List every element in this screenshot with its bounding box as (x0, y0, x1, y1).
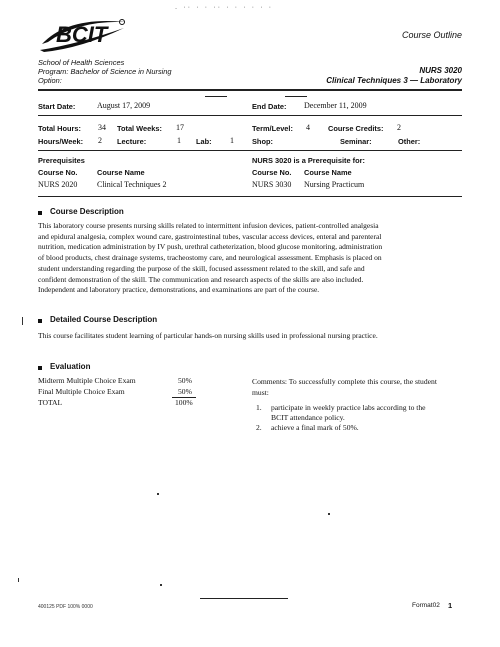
course-description-line: of blood products, chest drainage systems, tracheostomy care, and neurological assessment. Emphasis is placed on (38, 253, 382, 263)
other-label: Other: (398, 137, 421, 146)
scan-speck (328, 513, 330, 515)
end-date-value: December 11, 2009 (304, 101, 367, 110)
program-name: Program: Bachelor of Science in Nursing (38, 67, 172, 76)
evaluation-row-label: TOTAL (38, 398, 63, 407)
scan-speck (18, 578, 19, 582)
prereq-rule (38, 196, 462, 197)
page-number: 1 (448, 601, 453, 610)
evaluation-comments-cont: must: (252, 388, 269, 397)
header-rule-accent (205, 96, 227, 97)
start-date-value: August 17, 2009 (97, 101, 151, 110)
prereq-course-no: NURS 2020 (38, 180, 78, 189)
course-description-line: nutrition, medication administration by IV push, urethral catheterization, blood glucose monitoring, administration (38, 242, 383, 252)
prerequisites-heading: Prerequisites (38, 156, 85, 165)
scan-speck (160, 584, 162, 586)
shop-label: Shop: (252, 137, 273, 146)
section-bullet-icon (38, 366, 42, 370)
school-name: School of Health Sciences (38, 58, 125, 67)
evaluation-row-value: 100% (175, 398, 193, 407)
lecture-label: Lecture: (117, 137, 147, 146)
footer-rule (200, 598, 288, 599)
prereq-for-course-name: Nursing Practicum (304, 180, 365, 189)
course-description-line: Independent and laboratory practice, demonstrations, and examinations are part of the course. (38, 285, 320, 295)
course-title: Clinical Techniques 3 — Laboratory (326, 76, 462, 85)
lecture-value: 1 (177, 136, 181, 145)
evaluation-row-label: Midterm Multiple Choice Exam (38, 376, 136, 385)
prereq-for-col-course-no: Course No. (252, 168, 292, 177)
course-description-heading: Course Description (50, 207, 124, 216)
evaluation-item-number: 2. (256, 423, 262, 432)
scan-speck (157, 493, 159, 495)
evaluation-item-text: achieve a final mark of 50%. (271, 423, 359, 432)
header-rule (38, 89, 462, 91)
course-description-line: This laboratory course presents nursing skills related to intermittent infusion devices, patient-controlled analgesia (38, 221, 379, 230)
course-description-body (38, 221, 468, 296)
evaluation-comments: Comments: To successfully complete this course, the student (252, 377, 437, 386)
detailed-description-text: This course facilitates student learning of particular hands-on nursing skills used in professional nursing practice. (38, 331, 378, 340)
course-description-line: student understanding regarding the purpose of the skill, focused assessment related to the skill, and safe and (38, 263, 365, 273)
prereq-for-course-no: NURS 3030 (252, 180, 292, 189)
scan-mark (22, 317, 23, 325)
evaluation-heading: Evaluation (50, 362, 91, 371)
hours-week-value: 2 (98, 136, 102, 145)
total-weeks-value: 17 (176, 123, 184, 132)
detailed-description-heading: Detailed Course Description (50, 315, 158, 324)
end-date-label: End Date: (252, 102, 287, 111)
logo-text: BCIT (56, 22, 108, 47)
course-code: NURS 3020 (419, 66, 462, 75)
doc-type: Course Outline (401, 30, 462, 40)
total-hours-label: Total Hours: (38, 124, 81, 133)
lab-value: 1 (230, 136, 234, 145)
scan-artifact-text: . ·· · · ·· · · · · · · (175, 2, 274, 11)
prereq-for-col-course-name: Course Name (304, 168, 352, 177)
hours-week-label: Hours/Week: (38, 137, 84, 146)
evaluation-row-label: Final Multiple Choice Exam (38, 387, 125, 396)
total-hours-value: 34 (98, 123, 106, 132)
lab-label: Lab: (196, 137, 212, 146)
footer-left-code: 400125 PDF 100% 0000 (38, 604, 93, 610)
section-bullet-icon (38, 319, 42, 323)
prereq-col-course-name: Course Name (97, 168, 145, 177)
header-rule-accent (285, 96, 307, 97)
info-rule (38, 115, 462, 116)
term-value: 4 (306, 123, 310, 132)
section-bullet-icon (38, 211, 42, 215)
evaluation-item-number: 1. (256, 403, 262, 412)
bcit-logo (38, 14, 130, 54)
seminar-label: Seminar: (340, 137, 372, 146)
prereq-for-heading: NURS 3020 is a Prerequisite for: (252, 156, 365, 165)
prereq-col-course-no: Course No. (38, 168, 78, 177)
course-description-line: and epidural analgesia, complex wound care, gastrointestinal tubes, vascular access devices, enteral and parenteral (38, 231, 382, 241)
option-label: Option: (38, 76, 62, 85)
prereq-course-name: Clinical Techniques 2 (97, 180, 167, 189)
evaluation-item-text: BCIT attendance policy. (271, 413, 345, 422)
credits-value: 2 (397, 123, 401, 132)
start-date-label: Start Date: (38, 102, 76, 111)
evaluation-row-value: 50% (178, 376, 192, 385)
bcit-logo-icon (38, 14, 130, 54)
evaluation-item-text: participate in weekly practice labs according to the (271, 403, 426, 412)
info-rule (38, 150, 462, 151)
evaluation-row-value: 50% (178, 387, 192, 396)
total-weeks-label: Total Weeks: (117, 124, 162, 133)
term-label: Term/Level: (252, 124, 293, 133)
course-description-line: confident demonstration of the skill. The communication and research aspects of the skills are also included. (38, 274, 364, 284)
credits-label: Course Credits: (328, 124, 384, 133)
footer-format: Format02 (412, 602, 440, 609)
